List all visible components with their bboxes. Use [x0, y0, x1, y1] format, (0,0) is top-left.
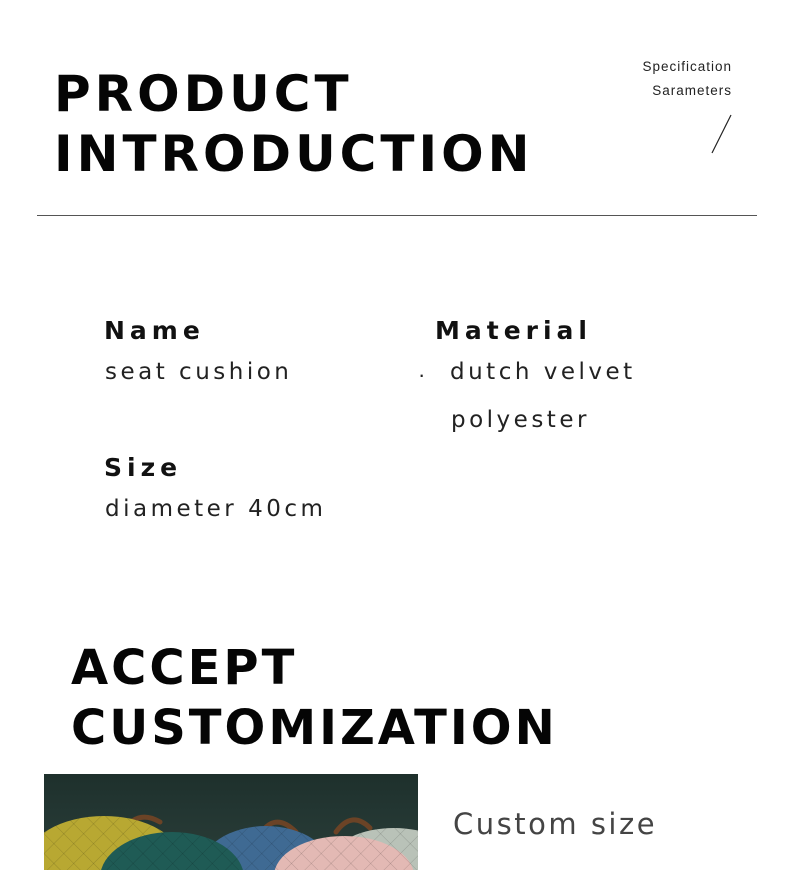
title-line-product: PRODUCT	[54, 65, 353, 123]
cushion-photo	[44, 774, 418, 870]
title-line-customization: CUSTOMIZATION	[71, 700, 558, 756]
spec-line-2: Sarameters	[652, 83, 732, 98]
material-value-polyester: polyester	[451, 407, 590, 433]
accept-customization-title	[71, 638, 558, 758]
product-introduction-title	[54, 64, 533, 184]
material-value-velvet: dutch velvet	[450, 359, 636, 385]
spec-line-1: Specification	[642, 59, 732, 74]
title-line-accept: ACCEPT	[71, 640, 298, 696]
cushion-illustration	[44, 774, 418, 870]
title-line-introduction: INTRODUCTION	[54, 125, 534, 183]
material-bullet: ·	[418, 362, 426, 387]
strap-right	[336, 820, 370, 832]
custom-size-label: Custom size	[453, 807, 658, 841]
name-value: seat cushion	[105, 359, 293, 385]
specification-caption	[642, 55, 732, 103]
slash-decoration	[706, 112, 736, 156]
name-label: Name	[104, 316, 205, 345]
size-label: Size	[104, 453, 183, 482]
material-label: Material	[435, 316, 592, 345]
header-divider	[37, 215, 757, 216]
size-value: diameter 40cm	[105, 496, 327, 522]
